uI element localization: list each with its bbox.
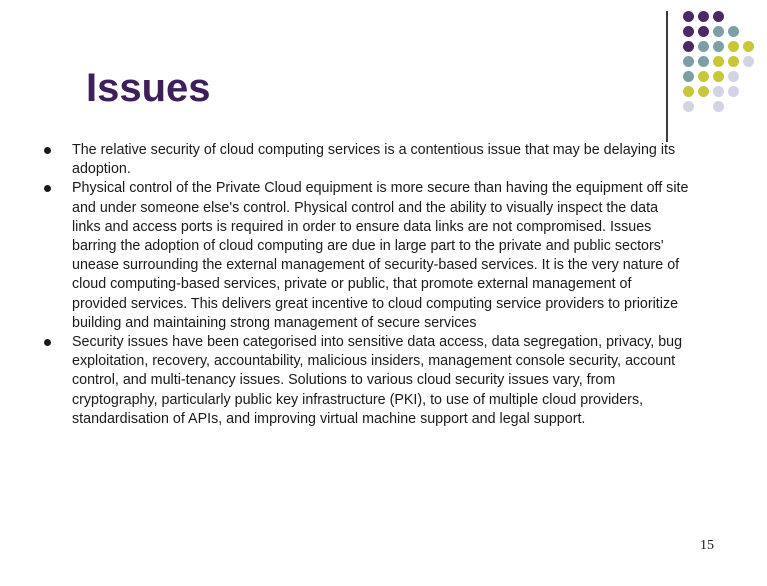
decorative-dot: [713, 101, 724, 112]
decorative-dot: [713, 41, 724, 52]
bullet-item: [0, 141, 700, 179]
decorative-dot: [728, 26, 739, 37]
decorative-dot: [728, 56, 739, 67]
decorative-dot: [743, 56, 754, 67]
bullet-item: [0, 333, 700, 429]
page-number: 15: [700, 538, 714, 553]
decorative-dot: [683, 71, 694, 82]
decorative-dot: [683, 26, 694, 37]
bullet-text: Security issues have been categorised into sensitive data access, data segregation, privacy, bug exploitation, recovery, accountability, malicious insiders, management console security, account control, and multi-tenancy issues. Solutions to various cloud security issues vary, from cryptography, particularly public key infrastructure (PKI), to use of multiple cloud providers, standardisation of APIs, and improving virtual machine support and legal support.: [72, 334, 683, 427]
bullet-text: The relative security of cloud computing services is a contentious issue that may be delaying its adoption.: [72, 142, 676, 178]
decorative-dot: [683, 56, 694, 67]
decorative-dot: [728, 41, 739, 52]
decorative-dot: [713, 26, 724, 37]
decorative-dot: [698, 11, 709, 22]
bullet-point-icon: [44, 185, 51, 192]
decorative-dot: [713, 86, 724, 97]
decorative-dot: [698, 71, 709, 82]
decorative-dot-grid: [0, 0, 767, 140]
decorative-dot: [698, 41, 709, 52]
decorative-dot: [713, 11, 724, 22]
decorative-dot: [728, 71, 739, 82]
decorative-dot: [743, 41, 754, 52]
decorative-dot: [683, 101, 694, 112]
decorative-dot: [698, 56, 709, 67]
decorative-dot: [683, 11, 694, 22]
decorative-dot: [713, 56, 724, 67]
decorative-dot: [728, 86, 739, 97]
bullet-text: Physical control of the Private Cloud equipment is more secure than having the equipment off site and under someone else's control. Physical control and the ability to visually inspect the data links and access ports is required in order to ensure data links are not compromised. Issues barring the adoption of cloud computing are due in large part to the private and public sectors' unease surrounding the external management of security-based services. It is the very nature of cloud computing-based services, private or public, that promote external management of provided services. This delivers great incentive to cloud computing service providers to prioritize building and maintaining strong management of secure services: [72, 180, 689, 331]
bullet-point-icon: [44, 339, 51, 346]
slide-title: Issues: [86, 66, 211, 110]
decorative-dot: [713, 71, 724, 82]
bullet-list: [0, 141, 700, 429]
bullet-point-icon: [44, 147, 51, 154]
decorative-dot: [698, 86, 709, 97]
decorative-dot: [683, 41, 694, 52]
decorative-dot: [698, 26, 709, 37]
decorative-dot: [683, 86, 694, 97]
bullet-item: [0, 179, 700, 333]
